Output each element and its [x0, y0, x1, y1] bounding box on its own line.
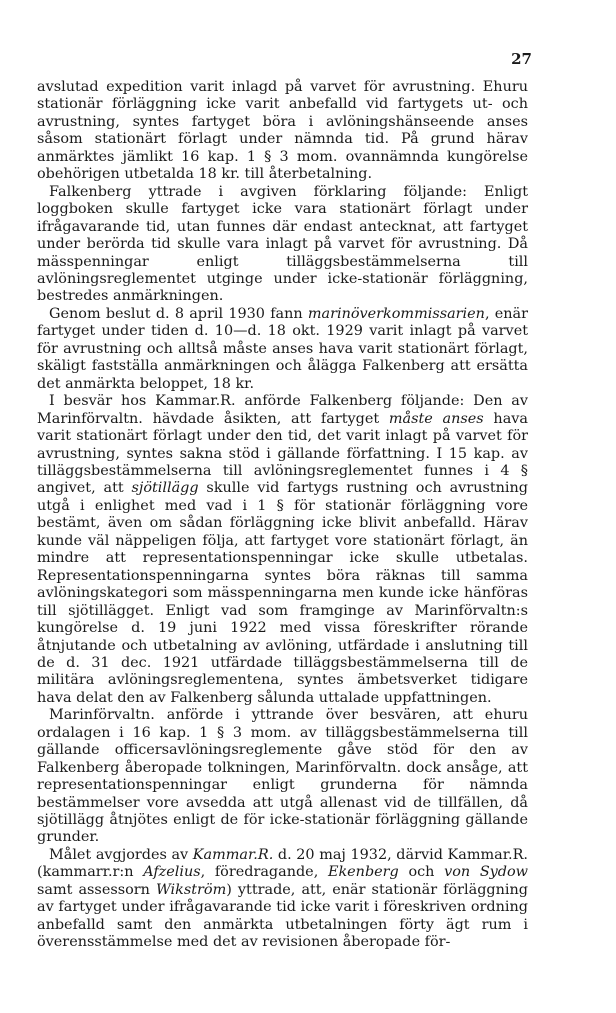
text-segment: samt assessorn [37, 881, 156, 898]
text-segment: avslutad expedition varit inlagd på varvet för avrustning. Ehuru stationär förläggning icke varit anbefalld vid fartygets ut- och avrustning, syntes fartyget böra i avlöningshänseende anses såsom stationärt förlagt under nämnda tid. På grund härav anmärktes jämlikt 16 kap. 1 § 3 mom. ovannämnda kungörelse obehörigen utbetalda 18 kr. till återbetalning. [37, 79, 528, 183]
paragraph [37, 184, 528, 306]
page-number: 27 [511, 50, 532, 68]
italic-name: von Sydow [444, 864, 528, 881]
italic-name: Afzelius [143, 864, 201, 881]
italic-name: Wikström [156, 881, 227, 898]
text-segment: Genom beslut d. 8 april 1930 fann [49, 305, 308, 322]
paragraph [37, 707, 528, 847]
paragraph [37, 79, 528, 184]
text-segment: Falkenberg yttrade i avgiven förklaring följande: Enligt loggboken skulle fartyget icke vara stationärt förlagt under ifrågavarande tid, utan funnes där endast antecknat, att fartyget under berörda tid skulle vara inlagt på varvet för avrustning. Då mässpenningar enligt tilläggsbestämmelserna till avlöningsreglementet utginge under icke-stationär förläggning, bestredes anmärkningen. [37, 183, 528, 305]
text-segment: ) yttrade, att, enär stationär förläggning av fartyget under ifrågavarande tid icke varit i föreskriven ordning anbefalld samt den anmärkta utbetalningen förty ägt rum i överensstämmelse med det av revisionen åberopade för- [37, 881, 528, 951]
italic-name: Kammar.R. [192, 846, 274, 863]
text-segment: , enär fartyget under tiden d. 10—d. 18 okt. 1929 varit inlagt på varvet för avrustning och alltså måste anses hava varit stationärt förlagt, skäligt fastställa anmärkningen och ålägga Falkenberg att ersätta det anmärkta beloppet, 18 kr. [37, 305, 528, 392]
italic-name: sjötillägg [131, 480, 199, 497]
text-segment: och [398, 864, 445, 881]
text-segment: I besvär hos Kammar.R. anförde Falkenberg följande: Den av Marinförvaltn. hävdade åsikten, att fartyget [37, 393, 528, 427]
paragraph [37, 306, 528, 393]
text-segment: Målet avgjordes av [49, 846, 193, 863]
italic-name: måste anses [388, 410, 484, 427]
italic-name: marinöverkommissarien [307, 305, 485, 322]
text-segment: , föredragande, [200, 864, 328, 881]
body-text [37, 79, 528, 952]
text-segment: d. 20 maj 1932, därvid Kammar.R. (kammarr.r:n [37, 846, 528, 881]
paragraph [37, 847, 528, 952]
text-segment: hava varit stationärt förlagt under den tid, det varit inlagt på varvet för avrustning, syntes sakna stöd i gällande författning. I 15 kap. av tilläggsbestämmelserna till avlöningsreglementet funnes i 4 § angivet, att [37, 410, 528, 497]
paragraph [37, 393, 528, 707]
italic-name: Ekenberg [327, 864, 399, 881]
text-segment: Marinförvaltn. anförde i yttrande över besvären, att ehuru ordalagen i 16 kap. 1 § 3 mom. av tilläggsbestämmelserna till gällande officersavlöningsreglemente gåve stöd för den av Falkenberg åberopade tolkningen, Marinförvaltn. dock ansåge, att representationspenningar enligt grunderna för nämnda bestämmelser vore avsedda att utgå allenast vid de tillfällen, då sjötillägg åtnjötes enligt de för icke-stationär förläggning gällande grunder. [37, 707, 528, 846]
text-segment: skulle vid fartygs rustning och avrustning utgå i enlighet med vad i 1 § för stationär förläggning vore bestämt, även om sådan förläggning icke blivit anbefalld. Härav kunde väl näppeligen följa, att fartyget vore stationärt förlagt, än mindre att representationspenningar icke skulle utbetalas. Representationspenningarna syntes böra räknas till samma avlöningskategori som mässpenningarna men kunde icke hänföras till sjötillägget. Enligt vad som framginge av Marinförvaltn:s kungörelse d. 19 juni 1922 med vissa föreskrifter rörande åtnjutande och utbetalning av avlöning, utfärdade i anslutning till de d. 31 dec. 1921 utfärdade tilläggsbestämmelserna till de militära avlöningsreglementena, syntes ämbetsverket tidigare hava delat den av Falkenberg sålunda uttalade uppfattningen. [37, 480, 528, 706]
